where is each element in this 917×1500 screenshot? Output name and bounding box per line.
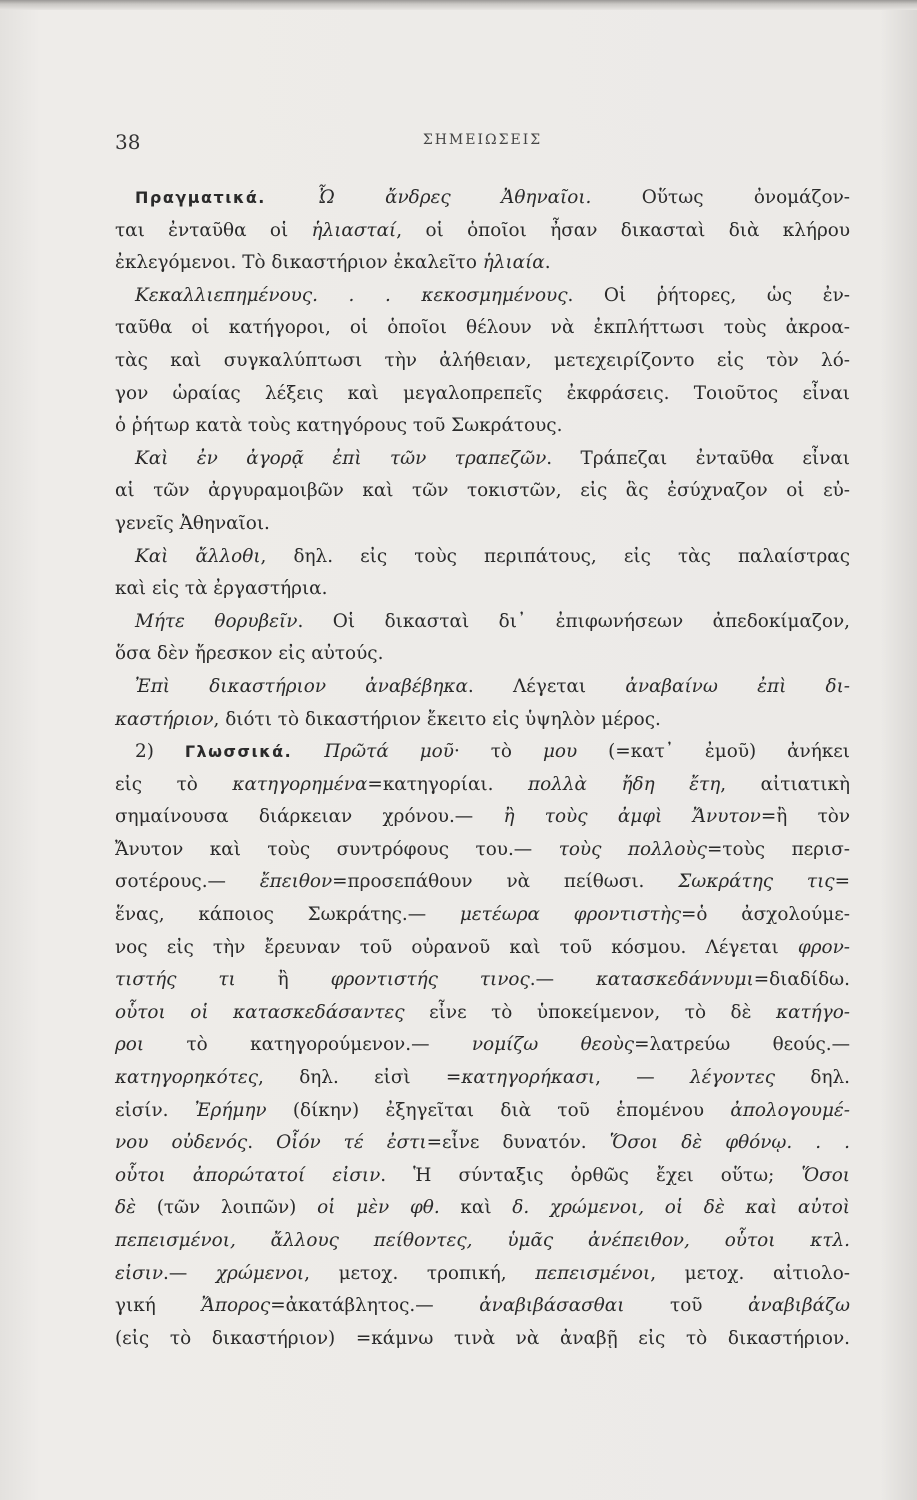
text-span: ὅσα δὲν ἤρεσκον εἰς αὐτούς. xyxy=(115,643,384,665)
italic-term: ἢ τοὺς ἀμφὶ Ἄνυτον xyxy=(503,806,761,828)
text-line xyxy=(115,899,850,932)
italic-term: δ. χρώμενοι, οἱ δὲ καὶ αὐτοὶ xyxy=(512,1197,850,1219)
italic-term: ἀναβιβάζω xyxy=(748,1295,850,1317)
text-line xyxy=(115,541,850,574)
italic-term: Κεκαλλιεπημένους. . . κεκοσμημένους xyxy=(135,284,568,306)
text-line xyxy=(115,508,850,541)
text-line xyxy=(115,964,850,997)
text-span: εἰσίν. xyxy=(115,1099,195,1121)
italic-term: οὗτοι ἀπορώτατοί εἰσιν xyxy=(115,1164,381,1186)
text-span: , δηλ. εἰσὶ = xyxy=(258,1067,462,1089)
text-span: . Τράπεζαι ἐνταῦθα εἶναι xyxy=(546,447,850,469)
italic-term: Μήτε θορυβεῖν xyxy=(135,610,298,632)
text-line xyxy=(115,280,850,313)
text-span: τὸ κατηγορούμενον.— xyxy=(144,1034,472,1056)
text-line xyxy=(115,410,850,443)
text-span: , οἱ ὁποῖοι ἦσαν δικασταὶ διὰ κλήρου xyxy=(396,219,851,241)
text-span: · τὸ xyxy=(453,741,543,763)
text-span: ταῦθα οἱ κατήγοροι, οἱ ὁποῖοι θέλουν νὰ ἐκπλήττωσι τοὺς ἀκροα- xyxy=(115,317,850,339)
text-line xyxy=(115,182,850,215)
italic-term: ἡλιασταί xyxy=(311,219,397,241)
text-span: (δίκην) ἐξηγεῖται διὰ τοῦ ἑπομένου xyxy=(266,1099,731,1121)
italic-term: κατηγορηκότες xyxy=(115,1067,259,1089)
text-line xyxy=(115,834,850,867)
text-span: . Οἱ ῥήτορες, ὡς ἐν- xyxy=(567,284,850,306)
text-span: = xyxy=(834,871,850,893)
text-span: ὁ ῥήτωρ κατὰ τοὺς κατηγόρους τοῦ Σωκράτους. xyxy=(115,415,563,437)
text-line xyxy=(115,866,850,899)
italic-term: πεπεισμένοι, ἄλλους πείθοντες, ὑμᾶς ἀνέπειθον, οὗτοι κτλ. xyxy=(115,1230,850,1251)
text-span: =κατηγορίαι. xyxy=(367,773,529,795)
text-span: τὰς καὶ συγκαλύπτωσι τὴν ἀλήθειαν, μετεχειρίζοντο εἰς τὸν λό- xyxy=(115,349,850,371)
text-line xyxy=(115,573,850,606)
text-line xyxy=(115,1095,850,1128)
italic-term: μετέωρα φροντιστὴς xyxy=(459,904,682,926)
italic-term: τοὺς πολλοὺς xyxy=(558,838,707,860)
text-span: καὶ xyxy=(439,1197,513,1219)
text-line xyxy=(115,345,850,378)
section-heading: Γλωσσικά. xyxy=(184,742,325,762)
italic-term: Ὅσοι δὲ φθόνῳ. . . xyxy=(609,1132,850,1154)
text-line xyxy=(115,378,850,411)
text-line xyxy=(115,736,850,769)
page-number: 38 xyxy=(115,130,141,154)
text-span: τοῦ xyxy=(624,1295,749,1317)
text-line xyxy=(115,1160,850,1193)
text-span: ἢ xyxy=(235,969,331,991)
text-line xyxy=(115,475,850,508)
text-line xyxy=(115,932,850,965)
italic-term: ἀπολογουμέ- xyxy=(730,1099,850,1121)
italic-term: κατασκεδάννυμι xyxy=(595,969,754,991)
text-line xyxy=(115,1127,850,1160)
text-span: καὶ εἰς τὰ ἐργαστήρια. xyxy=(115,578,328,600)
italic-term: Ἐρήμην xyxy=(194,1099,267,1121)
text-line xyxy=(115,312,850,345)
italic-term: νου οὐδενός xyxy=(115,1132,248,1154)
text-line xyxy=(115,769,850,802)
text-span: =τοὺς περισ- xyxy=(706,838,850,860)
running-head: ΣΗΜΕΙΩΣΕΙΣ xyxy=(422,132,543,148)
page-top-edge xyxy=(0,0,917,10)
italic-term: Ὅσοι xyxy=(801,1164,850,1186)
text-span: =εἶνε δυνατόν. xyxy=(426,1132,610,1154)
italic-term: Ἄπορος xyxy=(201,1295,271,1317)
italic-term: Σωκράτης τις xyxy=(678,871,835,893)
text-line xyxy=(115,1029,850,1062)
text-line xyxy=(115,215,850,248)
italic-term: καστήριον xyxy=(115,708,214,730)
text-span: (τῶν λοιπῶν) xyxy=(135,1197,318,1219)
text-line xyxy=(115,1290,850,1323)
text-span: 2) xyxy=(135,741,185,763)
text-span: (=κατ᾽ ἐμοῦ) ἀνήκει xyxy=(577,741,850,763)
text-span: =προσεπάθουν νὰ πείθωσι. xyxy=(332,871,679,893)
text-span: , μετοχ. τροπική, xyxy=(304,1262,536,1284)
text-span: γενεῖς Ἀθηναῖοι. xyxy=(115,512,270,534)
text-span: =διαδίδω. xyxy=(753,969,851,991)
text-span: ἕνας, κάποιος Σωκράτης.— xyxy=(115,904,460,926)
italic-term: ἔπειθον xyxy=(259,871,333,893)
italic-term: πολλὰ ἤδη ἔτη xyxy=(528,773,721,795)
italic-term: ἀναβιβάσασθαι xyxy=(479,1295,625,1317)
text-line xyxy=(115,606,850,639)
text-span: εἰς τὸ xyxy=(115,773,233,795)
text-span: (εἰς τὸ δικαστήριον) =κάμνω τινὰ νὰ ἀναβῇ εἰς τὸ δικαστήριον. xyxy=(115,1327,850,1349)
text-span: , μετοχ. αἰτιολο- xyxy=(650,1262,850,1284)
italic-term: Ὦ ἄνδρες Ἀθηναῖοι. xyxy=(317,187,592,208)
text-span: .— xyxy=(163,1262,216,1284)
italic-term: οὗτοι οἱ κατασκεδάσαντες xyxy=(115,1001,405,1023)
italic-term: κατήγο- xyxy=(776,1001,850,1023)
text-span: =ἢ τὸν xyxy=(760,806,851,828)
text-span: =ὁ ἀσχολούμε- xyxy=(681,904,850,926)
text-span: ἐκλεγόμενοι. Τὸ δικαστήριον ἐκαλεῖτο xyxy=(115,252,483,274)
page-header xyxy=(115,130,850,160)
italic-term: πεπεισμένοι xyxy=(535,1262,651,1284)
text-span: . xyxy=(247,1132,277,1154)
text-span: .— xyxy=(529,969,596,991)
italic-term: Καὶ ἐν ἀγορᾷ ἐπὶ τῶν τραπεζῶν xyxy=(135,447,547,469)
italic-term: κατηγορημένα xyxy=(232,773,368,795)
text-span: . Λέγεται xyxy=(467,675,626,697)
text-span: Ἄνυτον καὶ τοὺς συντρόφους του.— xyxy=(115,838,559,860)
text-span: δηλ. xyxy=(775,1067,850,1089)
italic-term: μου xyxy=(542,741,578,763)
text-span: . Οἱ δικασταὶ δι᾽ ἐπιφωνήσεων ἀπεδοκίμαζον, xyxy=(297,610,850,632)
italic-term: εἰσιν xyxy=(115,1262,164,1284)
italic-term: φρον- xyxy=(797,936,850,958)
text-span: =λατρεύω θεούς.— xyxy=(634,1034,850,1056)
text-line xyxy=(115,1062,850,1095)
text-span: . Ἡ σύνταξις ὀρθῶς ἔχει οὕτω; xyxy=(380,1164,802,1186)
text-span: εἶνε τὸ ὑποκείμενον, τὸ δὲ xyxy=(404,1001,777,1023)
text-span: γική xyxy=(115,1295,202,1317)
italic-term: Καὶ ἄλλοθι xyxy=(135,545,261,567)
text-span: , αἰτιατικὴ xyxy=(720,773,850,795)
italic-term: ἡλιαία xyxy=(482,252,545,274)
text-span: νος εἰς τὴν ἔρευναν τοῦ οὐρανοῦ καὶ τοῦ κόσμου. Λέγεται xyxy=(115,936,798,958)
text-span: σημαίνουσα διάρκειαν χρόνου.— xyxy=(115,806,504,828)
italic-term: νομίζω θεοὺς xyxy=(471,1034,635,1056)
notes-body xyxy=(115,182,850,1355)
italic-term: λέγοντες xyxy=(689,1067,776,1089)
text-span: γον ὡραίας λέξεις καὶ μεγαλοπρεπεῖς ἐκφράσεις. Τοιοῦτος εἶναι xyxy=(115,382,850,404)
text-line xyxy=(115,1225,850,1258)
italic-term: δὲ xyxy=(115,1197,136,1219)
text-line xyxy=(115,997,850,1030)
text-span: , δηλ. εἰς τοὺς περιπάτους, εἰς τὰς παλαίστρας xyxy=(260,545,850,567)
italic-term: τιστής τι xyxy=(115,969,236,991)
italic-term: Οἷόν τέ ἐστι xyxy=(276,1132,427,1154)
text-line xyxy=(115,1258,850,1291)
text-line xyxy=(115,638,850,671)
text-line xyxy=(115,443,850,476)
section-heading: Πραγματικά. xyxy=(135,188,318,207)
italic-term: φροντιστής τινος xyxy=(330,969,530,991)
text-line xyxy=(115,671,850,704)
italic-term: χρώμενοι xyxy=(215,1262,305,1284)
text-span: σοτέρους.— xyxy=(115,871,260,893)
text-span: ται ἐνταῦθα οἱ xyxy=(115,219,312,241)
text-span: αἱ τῶν ἀργυραμοιβῶν καὶ τῶν τοκιστῶν, εἰς ἃς ἐσύχναζον οἱ εὐ- xyxy=(115,480,850,502)
text-span: Οὕτως ὀνομάζον- xyxy=(591,187,850,208)
italic-term: οἱ μὲν φθ. xyxy=(317,1197,440,1219)
text-line xyxy=(115,704,850,737)
italic-term: Πρῶτά μοῦ xyxy=(324,741,454,763)
italic-term: κατηγορήκασι xyxy=(461,1067,596,1089)
text-span: , — xyxy=(595,1067,690,1089)
italic-term: ροι xyxy=(115,1034,145,1056)
text-span: . xyxy=(544,252,551,274)
text-span: =ἀκατάβλητος.— xyxy=(270,1295,480,1317)
italic-term: Ἐπὶ δικαστήριον ἀναβέβηκα xyxy=(135,675,468,697)
text-line xyxy=(115,247,850,280)
italic-term: ἀναβαίνω ἐπὶ δι- xyxy=(625,675,851,697)
text-line xyxy=(115,1192,850,1225)
text-line xyxy=(115,801,850,834)
text-line xyxy=(115,1323,850,1356)
text-span: , διότι τὸ δικαστήριον ἔκειτο εἰς ὑψηλὸν μέρος. xyxy=(213,708,661,730)
